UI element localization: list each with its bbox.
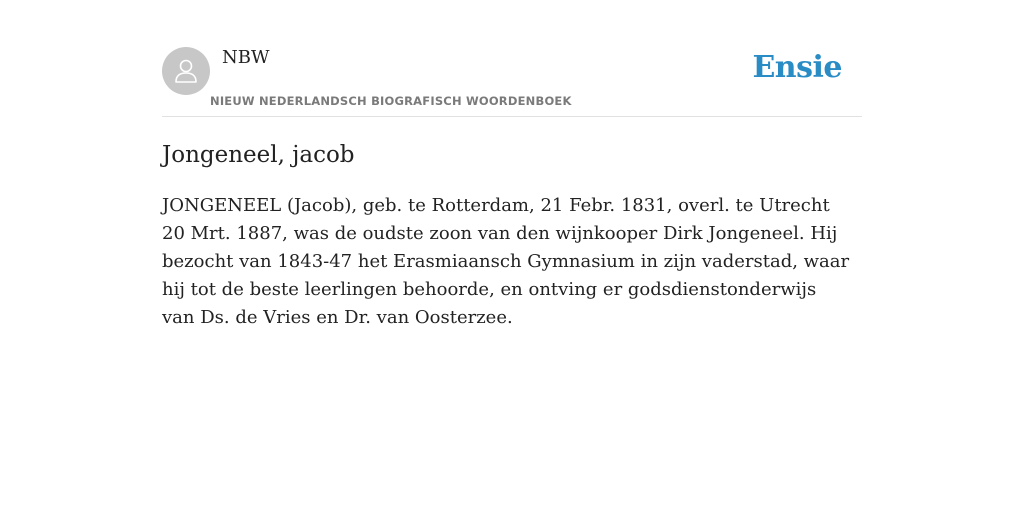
- avatar[interactable]: [162, 47, 210, 95]
- source-header: [162, 0, 862, 117]
- source-name[interactable]: NBW: [222, 47, 270, 68]
- page-title: Jongeneel, jacob: [162, 142, 355, 168]
- source-full-name: NIEUW NEDERLANDSCH BIOGRAFISCH WOORDENBOEK: [210, 94, 572, 108]
- brand-logo[interactable]: Ensie: [752, 50, 842, 85]
- page-container: [162, 0, 862, 512]
- user-icon: [171, 56, 201, 86]
- article-body: JONGENEEL (Jacob), geb. te Rotterdam, 21 Febr. 1831, overl. te Utrecht 20 Mrt. 1887, was de oudste zoon van den wijnkooper Dirk Jongeneel. Hij bezocht van 1843-47 het Erasmiaansch Gymnasium in zijn vaderstad, waar hij tot de beste leerlingen behoorde, en ontving er godsdienstonderwijs van Ds. de Vries en Dr. van Oosterzee.: [162, 195, 850, 328]
